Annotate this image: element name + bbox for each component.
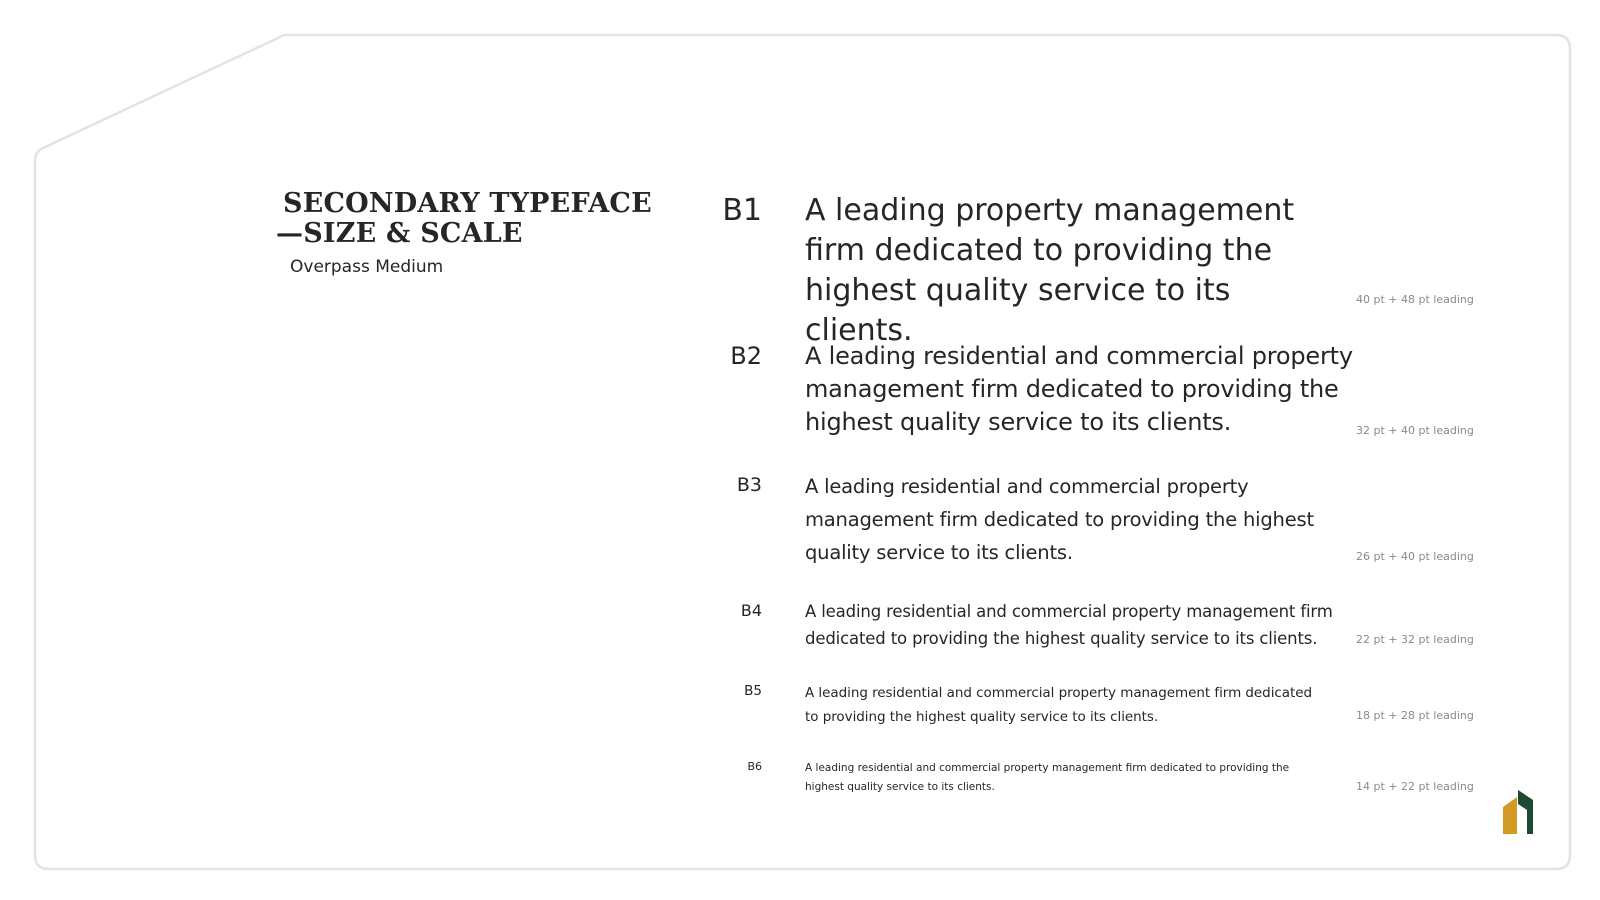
size-spec: 26 pt + 40 pt leading [1356,550,1474,563]
sample-text: A leading residential and commercial property management firm dedicated to providing the highest quality service to its clients. [805,762,1290,793]
style-code: B5 [744,683,762,699]
building-logo-icon [1503,790,1537,838]
size-spec: 40 pt + 48 pt leading [1356,293,1474,306]
logo-gold-block [1503,797,1517,834]
page-title-line-1: SECONDARY TYPEFACE [283,188,652,219]
style-code: B4 [740,601,762,620]
style-code: B1 [722,193,762,228]
sample-text: A leading residential and commercial property management firm dedicated to providing the highest quality service to its clients. [805,475,1314,564]
page-title-line-2: —SIZE & SCALE [276,218,523,249]
size-spec: 22 pt + 32 pt leading [1356,633,1474,646]
style-code: B3 [736,474,762,496]
style-code: B2 [730,342,762,370]
sample-text: A leading residential and commercial property management firm dedicated to providing the highest quality service to its clients. [805,685,1313,725]
typeface-name: Overpass Medium [290,257,444,277]
logo-green-block [1518,790,1533,834]
size-spec: 32 pt + 40 pt leading [1356,424,1474,437]
sample-text: A leading residential and commercial property management firm dedicated to providing the highest quality service to its clients. [805,602,1333,648]
sample-text: A leading property management firm dedicated to providing the highest quality service to its clients. [805,193,1295,348]
page-title [276,188,652,249]
sample-text: A leading residential and commercial property management firm dedicated to providing the highest quality service to its clients. [805,342,1353,436]
size-spec: 18 pt + 28 pt leading [1356,709,1474,722]
size-spec: 14 pt + 22 pt leading [1356,780,1474,793]
style-code: B6 [747,760,762,773]
